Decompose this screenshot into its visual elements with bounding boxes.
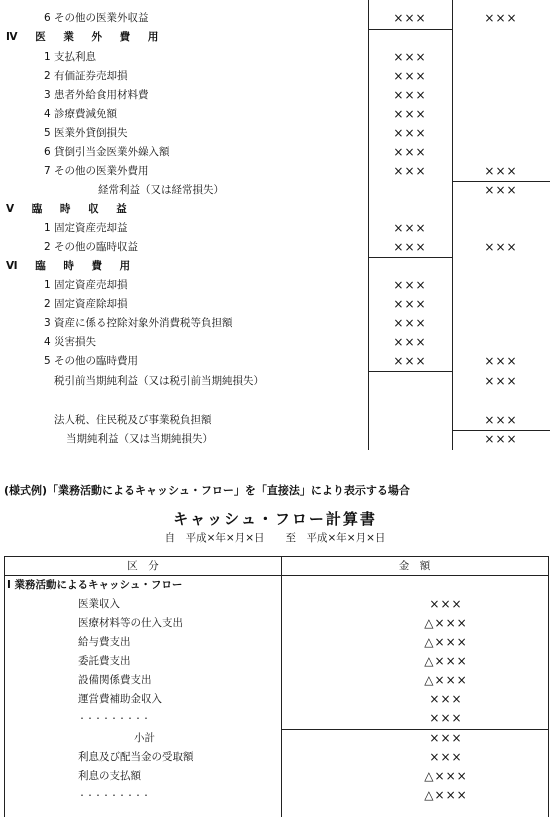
- amount-col1: ×××: [393, 50, 427, 64]
- income-row: [0, 181, 550, 200]
- row-label: 委託費支出: [78, 655, 131, 667]
- header-rule: [5, 575, 548, 576]
- amount-col2: ×××: [484, 354, 518, 368]
- income-row: [0, 276, 550, 295]
- amount-col1: ×××: [393, 107, 427, 121]
- row-label: 6 その他の医業外収益: [44, 12, 149, 24]
- income-row: [0, 124, 550, 143]
- row-amount: △×××: [424, 635, 468, 649]
- row-amount: △×××: [424, 654, 468, 668]
- section-title: Ⅰ 業務活動によるキャッシュ・フロー: [7, 579, 183, 591]
- amount-col1: ×××: [393, 354, 427, 368]
- cash-flow-row: [0, 652, 550, 671]
- income-row: [0, 219, 550, 238]
- amount-col2: ×××: [484, 183, 518, 197]
- row-label: ・・・・・・・・・: [78, 714, 150, 723]
- row-amount: ×××: [429, 711, 463, 725]
- row-label: 4 診療費減免額: [44, 108, 118, 120]
- row-label: 7 その他の医業外費用: [44, 165, 149, 177]
- income-row: [0, 295, 550, 314]
- row-amount: ×××: [429, 750, 463, 764]
- row-label: 1 固定資産売却損: [44, 279, 128, 291]
- income-row: [0, 352, 550, 371]
- row-label: 3 患者外給食用材料費: [44, 89, 149, 101]
- row-label: 3 資産に係る控除対象外消費税等負担額: [44, 317, 233, 329]
- row-label: Ⅳ 医 業 外 費 用: [6, 31, 166, 43]
- cash-flow-period: 自 平成×年×月×日 至 平成×年×月×日: [164, 532, 386, 544]
- cash-flow-row: [0, 671, 550, 690]
- row-label: 2 固定資産除却損: [44, 298, 128, 310]
- row-label: 4 災害損失: [44, 336, 97, 348]
- amount-col2: ×××: [484, 164, 518, 178]
- income-row: [0, 411, 550, 430]
- income-row: [0, 314, 550, 333]
- amount-col1: ×××: [393, 145, 427, 159]
- row-amount: ×××: [429, 597, 463, 611]
- row-label: ・・・・・・・・・: [78, 791, 150, 800]
- row-label: 5 医業外貸倒損失: [44, 127, 128, 139]
- amount-col2: ×××: [484, 240, 518, 254]
- amount-col2: ×××: [484, 11, 518, 25]
- row-label: 当期純利益（又は当期純損失）: [66, 433, 213, 445]
- amount-col1: ×××: [393, 221, 427, 235]
- amount-col2: ×××: [484, 374, 518, 388]
- income-row: [0, 48, 550, 67]
- cash-flow-row: [0, 614, 550, 633]
- row-label: 6 貸倒引当金医業外繰入額: [44, 146, 170, 158]
- income-row: [0, 86, 550, 105]
- income-row: [0, 105, 550, 124]
- row-amount: △×××: [424, 769, 468, 783]
- row-label: 経常利益（又は経常損失）: [98, 184, 224, 196]
- amount-col1: ×××: [393, 88, 427, 102]
- amount-col1: ×××: [393, 297, 427, 311]
- row-label: 2 有価証券売却損: [44, 70, 128, 82]
- income-row: [0, 372, 550, 391]
- amount-col1: ×××: [393, 278, 427, 292]
- cash-flow-row: [0, 729, 550, 748]
- example-caption: (様式例)「業務活動によるキャッシュ・フロー」を「直接法」により表示する場合: [4, 484, 410, 497]
- row-label: Ⅴ 臨 時 収 益: [6, 203, 134, 215]
- row-label: 1 固定資産売却益: [44, 222, 128, 234]
- row-label: 5 その他の臨時費用: [44, 355, 139, 367]
- row-label: 運営費補助金収入: [78, 693, 162, 705]
- row-label: 小計: [134, 732, 155, 744]
- row-label: 1 支払利息: [44, 51, 97, 63]
- row-amount: ×××: [429, 692, 463, 706]
- row-amount: △×××: [424, 673, 468, 687]
- amount-col1: ×××: [393, 126, 427, 140]
- cash-flow-row: [0, 767, 550, 786]
- amount-col1: ×××: [393, 316, 427, 330]
- section-heading: [0, 200, 550, 219]
- row-amount: △×××: [424, 616, 468, 630]
- row-label: 利息及び配当金の受取額: [78, 751, 194, 763]
- income-row: [0, 67, 550, 86]
- income-row: [0, 9, 550, 28]
- row-label: 税引前当期純利益（又は税引前当期純損失）: [54, 375, 264, 387]
- row-label: 給与費支出: [78, 636, 131, 648]
- amount-col1: ×××: [393, 69, 427, 83]
- row-amount: ×××: [429, 731, 463, 745]
- row-label: 医業収入: [78, 598, 120, 610]
- row-label: 法人税、住民税及び事業税負担額: [54, 414, 212, 426]
- row-label: 設備関係費支出: [78, 674, 152, 686]
- income-row: [0, 333, 550, 352]
- cash-flow-row: [0, 633, 550, 652]
- amount-col1: ×××: [393, 335, 427, 349]
- amount-col1: ×××: [393, 11, 427, 25]
- income-row: [0, 238, 550, 257]
- cash-flow-title: キャッシュ・フロー計算書: [173, 510, 377, 528]
- amount-col2: ×××: [484, 413, 518, 427]
- section-heading: [0, 28, 550, 47]
- header-category: 区 分: [127, 560, 159, 572]
- amount-col2: ×××: [484, 432, 518, 446]
- cash-flow-row: [0, 690, 550, 709]
- header-amount: 金 額: [398, 560, 431, 572]
- row-label: 医療材料等の仕入支出: [78, 617, 183, 629]
- cash-flow-row: [0, 595, 550, 614]
- income-row: [0, 430, 550, 449]
- row-label: 2 その他の臨時収益: [44, 241, 139, 253]
- income-row: [0, 143, 550, 162]
- cash-flow-row: [0, 748, 550, 767]
- row-label: Ⅵ 臨 時 費 用: [6, 260, 138, 272]
- amount-col1: ×××: [393, 240, 427, 254]
- cash-flow-row: [0, 786, 550, 805]
- amount-col1: ×××: [393, 164, 427, 178]
- row-label: 利息の支払額: [78, 770, 141, 782]
- row-amount: △×××: [424, 788, 468, 802]
- income-row: [0, 162, 550, 181]
- cash-flow-row: [0, 709, 550, 728]
- section-heading: [0, 257, 550, 276]
